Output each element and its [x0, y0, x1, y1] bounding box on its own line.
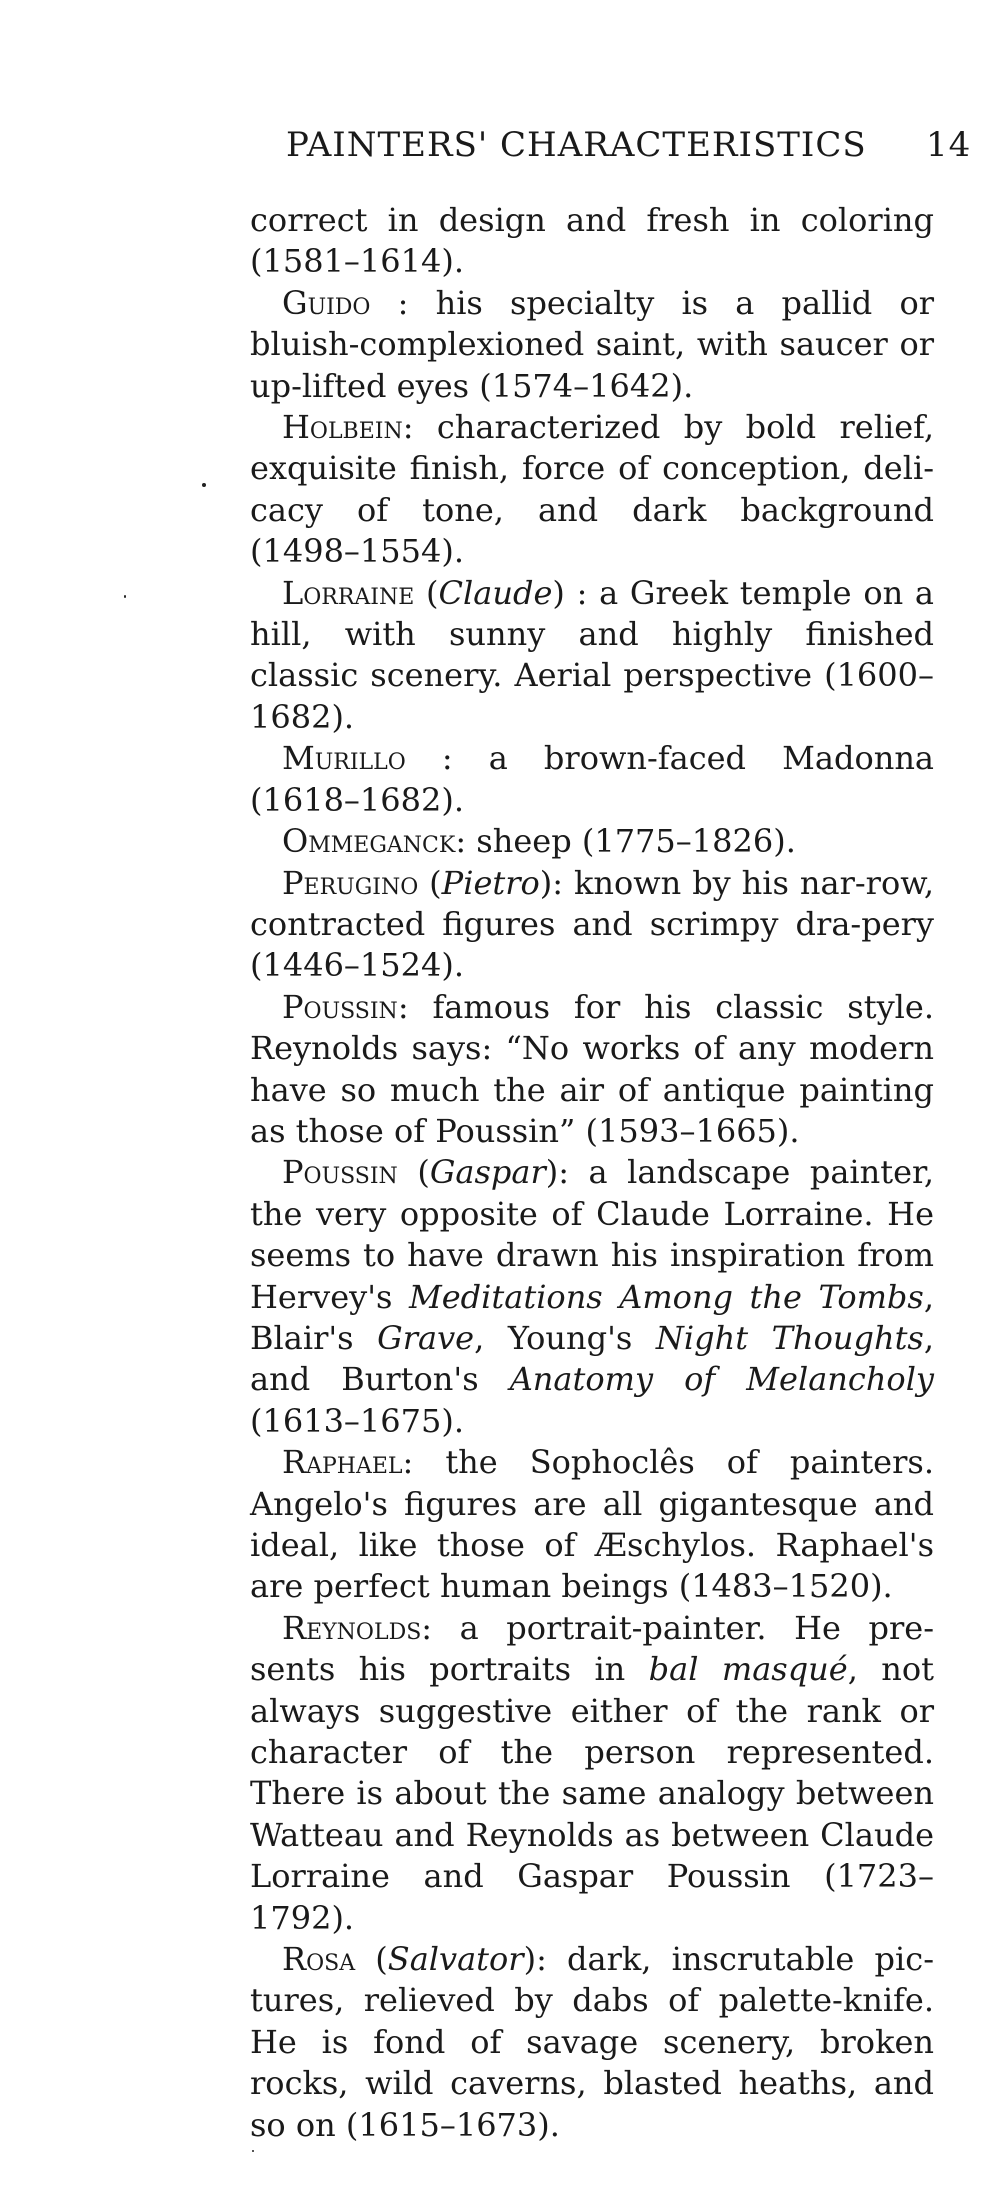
- entry-italic-text: Claude: [438, 573, 553, 612]
- entry-italic-text: Grave: [377, 1318, 475, 1357]
- entry-paragraph: [250, 407, 934, 573]
- entry-italic-text: Anatomy of Melancholy: [509, 1360, 935, 1399]
- entry-name: Rosa: [282, 1940, 356, 1979]
- entry-name: Reynolds: [282, 1608, 422, 1647]
- entry-text: , and Burton's: [250, 1318, 935, 1399]
- page-number: 14: [926, 125, 972, 165]
- entry-italic-text: Pietro: [441, 863, 540, 902]
- entry-text: (: [414, 573, 439, 612]
- entry-text: : sheep (1775–1826).: [455, 822, 796, 861]
- entry-name: Perugino: [282, 863, 419, 902]
- entry-paragraph: [250, 1939, 934, 2146]
- entry-text: : his specialty is a pallid or bluish-complexioned saint, with saucer or up-lifted eyes (1574–1642).: [250, 283, 934, 405]
- entry-name: Ommeganck: [282, 822, 456, 861]
- entry-text: : a portrait-painter. He pre-sents his portraits in: [250, 1608, 934, 1689]
- entry-text: , Young's: [474, 1318, 656, 1357]
- running-head-title: PAINTERS' CHARACTERISTICS: [286, 125, 867, 165]
- continued-paragraph: correct in design and fresh in coloring (1581–1614).: [250, 201, 934, 281]
- margin-speck: [202, 483, 206, 487]
- entry-text: ): known by his nar-row, contracted figures and scrimpy dra-pery (1446–1524).: [250, 863, 935, 985]
- entry-text: (: [355, 1940, 388, 1979]
- entry-name: Poussin: [282, 987, 398, 1026]
- entry-text: : the Sophoclês of painters. Angelo's figures are all gigantesque and ideal, like those of Æschylos. Raphael's are perfect human beings (1483–1520).: [250, 1443, 934, 1606]
- running-head: [286, 125, 1000, 165]
- page-body: [250, 200, 934, 2146]
- entry-text: ): a landscape painter, the very opposite of Claude Lorraine. He seems to have drawn his inspiration from Hervey's: [250, 1153, 935, 1316]
- margin-speck: [252, 2150, 254, 2152]
- entry-list: [250, 283, 934, 2146]
- entry-paragraph: [250, 573, 934, 739]
- entry-name: Guido: [282, 283, 371, 322]
- entry-paragraph: [250, 283, 934, 407]
- entry-name: Poussin: [282, 1153, 398, 1192]
- entry-name: Raphael: [282, 1443, 403, 1482]
- entry-paragraph: [250, 1608, 934, 1939]
- entry-text: (: [418, 863, 442, 902]
- entry-paragraph: [250, 1442, 934, 1608]
- entry-italic-text: Salvator: [387, 1940, 524, 1979]
- entry-text: , not always suggestive either of the rank or character of the person represented. There is about the same analogy between Watteau and Reynolds as between Claude Lorraine and Gaspar Poussin (1723–1792).: [250, 1650, 935, 1937]
- entry-italic-text: Night Thoughts: [655, 1318, 924, 1357]
- entry-text: : famous for his classic style. Reynolds says: “No works of any modern have so much the air of antique painting as those of Poussin” (1593–1665).: [250, 987, 934, 1150]
- entry-italic-text: bal masqué: [648, 1650, 848, 1689]
- entry-paragraph: [250, 821, 934, 862]
- entry-italic-text: Meditations Among the Tombs: [408, 1277, 924, 1316]
- margin-speck: [124, 595, 126, 598]
- entry-paragraph: [250, 1152, 934, 1442]
- entry-text: : characterized by bold relief, exquisite finish, force of conception, deli-cacy of tone, and dark background (1498–1554).: [250, 408, 934, 571]
- entry-name: Holbein: [282, 408, 403, 447]
- entry-text: (1613–1675).: [250, 1401, 465, 1440]
- entry-text: : a brown-faced Madonna (1618–1682).: [250, 739, 934, 819]
- entry-italic-text: Gaspar: [429, 1153, 546, 1192]
- entry-paragraph: [250, 863, 934, 987]
- entry-text: ): dark, inscrutable pic-tures, relieved by dabs of palette-knife. He is fond of savage scenery, broken rocks, wild caverns, blasted heaths, and so on (1615–1673).: [250, 1940, 935, 2144]
- entry-paragraph: [250, 738, 934, 821]
- entry-text: , Blair's: [250, 1277, 935, 1357]
- entry-name: Murillo: [282, 739, 406, 778]
- entry-name: Lorraine: [282, 573, 415, 612]
- entry-text: (: [397, 1153, 430, 1192]
- entry-paragraph: [250, 987, 934, 1153]
- entry-text: ) : a Greek temple on a hill, with sunny and highly finished classic scenery. Aerial perspective (1600–1682).: [250, 573, 935, 736]
